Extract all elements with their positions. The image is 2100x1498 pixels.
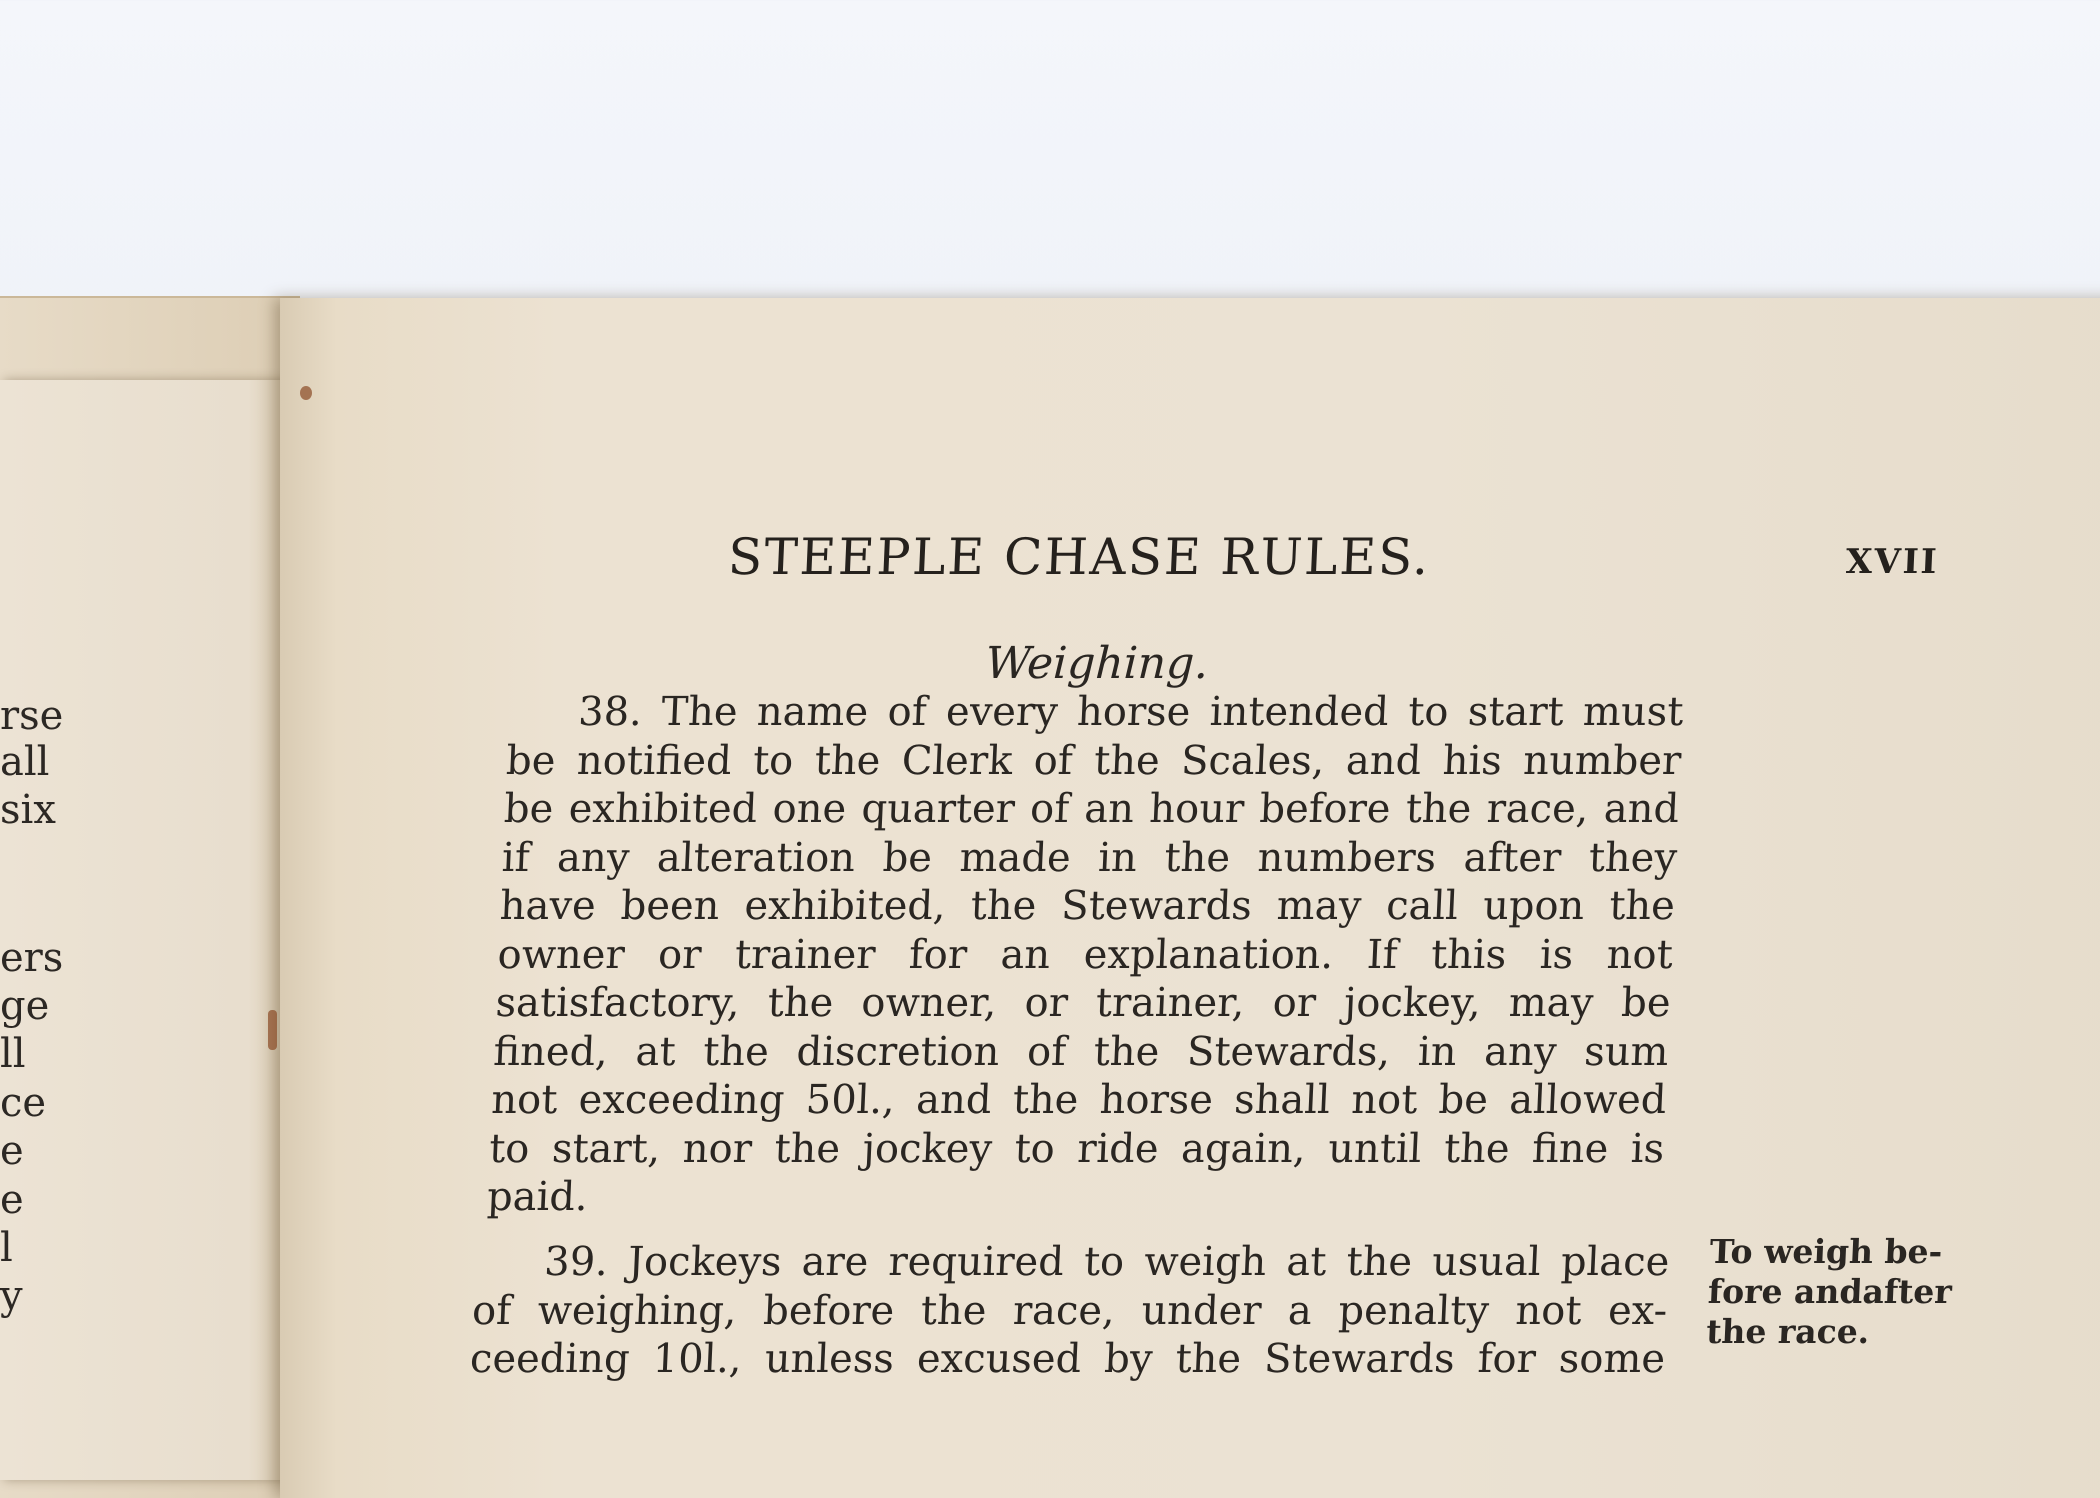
text-line: to start, nor the jockey to ride again, until the fine is: [488, 1125, 1666, 1172]
marginal-note-line: To weigh be-: [1708, 1232, 1944, 1271]
marginal-note-line: fore andafter: [1707, 1272, 1953, 1311]
left-page-fragment: six: [0, 787, 56, 833]
left-page-fragment: rse: [0, 693, 64, 739]
text-line: be exhibited one quarter of an hour before the race, and: [503, 786, 1681, 832]
running-head: STEEPLE CHASE RULES.: [726, 528, 1432, 586]
text-line: fined, at the discretion of the Stewards, in any sum: [492, 1028, 1670, 1075]
text-line: paid.: [486, 1174, 589, 1220]
left-page-fragment: ers: [0, 935, 64, 981]
text-line: not exceeding 50l., and the horse shall not be allowed: [490, 1077, 1668, 1123]
text-line: satisfactory, the owner, or trainer, or jockey, may be: [494, 980, 1672, 1026]
left-page-fragment: ce: [0, 1080, 47, 1126]
text-line: if any alteration be made in the numbers after they: [501, 834, 1679, 881]
left-page-fragment: ll: [0, 1031, 26, 1077]
marginal-note-line: the race.: [1705, 1312, 1871, 1351]
section-heading: Weighing.: [984, 638, 1210, 689]
text-line: owner or trainer for an explanation. If this is not: [496, 931, 1674, 978]
left-page-fragment: ge: [0, 983, 50, 1029]
left-page-fragment: y: [0, 1273, 23, 1319]
text-line: be notified to the Clerk of the Scales, and his number: [505, 737, 1683, 784]
text-line: 39. Jockeys are required to weigh at the usual place: [543, 1239, 1671, 1285]
text-line: have been exhibited, the Stewards may call upon the: [498, 883, 1676, 929]
text-line: ceeding 10l., unless excused by the Stewards for some: [469, 1336, 1667, 1382]
text-line: of weighing, before the race, under a penalty not ex-: [471, 1287, 1669, 1334]
rule-38-paragraph: [486, 688, 1684, 1222]
left-page-fragment: e: [0, 1177, 24, 1223]
text-line: 38. The name of every horse intended to start must: [577, 689, 1685, 735]
left-page-fragment: l: [0, 1225, 13, 1271]
page-number: XVII: [1845, 542, 1940, 582]
marginal-note: [1705, 1232, 1954, 1352]
left-page-fragment: e: [0, 1128, 24, 1174]
rule-39-paragraph: [469, 1238, 1670, 1384]
left-page-fragment: all: [0, 739, 50, 785]
